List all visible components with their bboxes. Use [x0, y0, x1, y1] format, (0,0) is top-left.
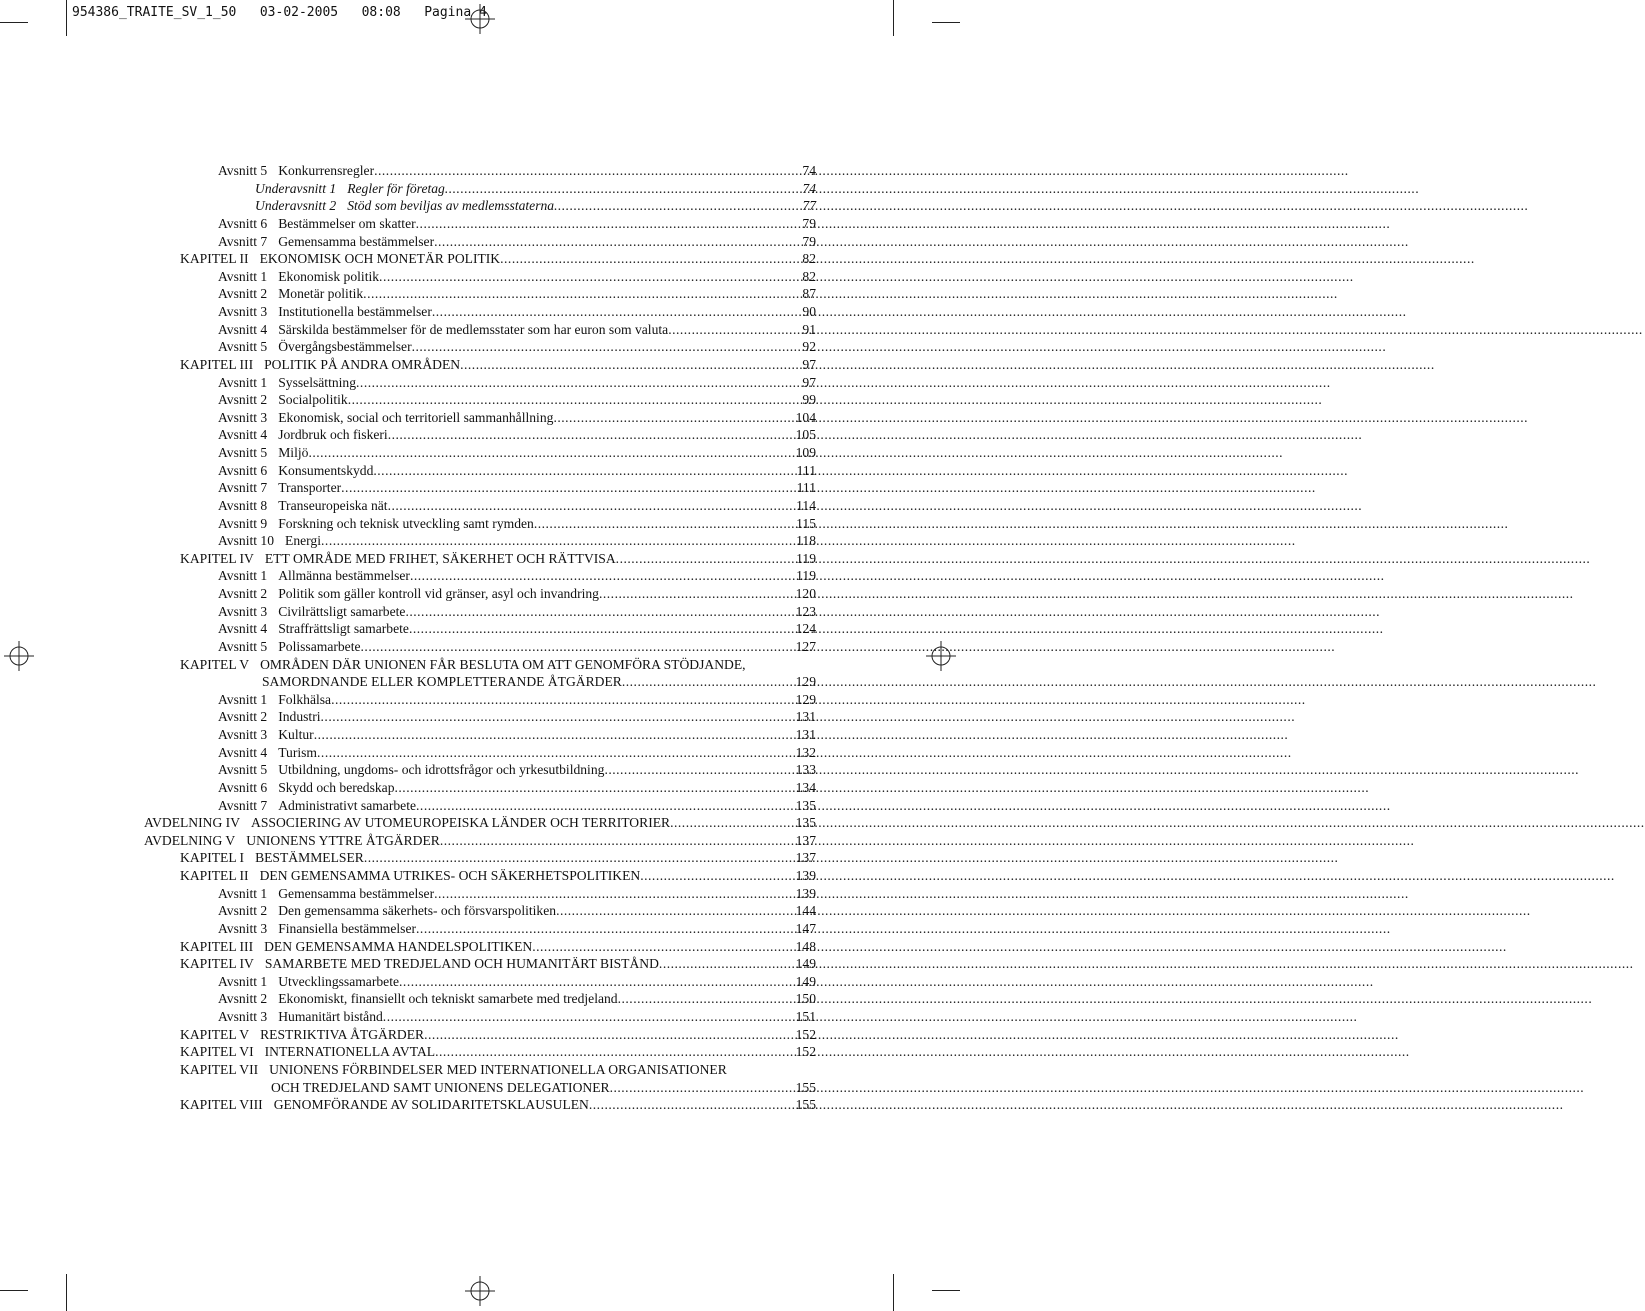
toc-entry-title: EKONOMISK OCH MONETÄR POLITIK: [259, 251, 501, 267]
toc-entry-page: 119: [796, 568, 816, 584]
toc-entry-title: Ekonomiskt, finansiellt och tekniskt samarbete med tredjeland: [278, 991, 618, 1007]
crop-mark-bottom-left-v: [66, 1274, 67, 1311]
toc-entry-page: 133: [795, 762, 816, 778]
toc-entry-page: 104: [795, 409, 816, 425]
dot-leader: [534, 515, 780, 533]
toc-entry: [0, 162, 960, 180]
dot-leader: [554, 197, 780, 215]
toc-entry: [0, 532, 960, 550]
dot-leader: [618, 990, 780, 1008]
toc-entry-title: Politik som gäller kontroll vid gränser, asyl och invandring: [278, 586, 599, 601]
dot-leader: [364, 849, 780, 867]
toc-entry-page: 148: [795, 938, 816, 954]
print-slug: 954386_TRAITE_SV_1_50 03-02-2005 08:08 Pagina 4: [72, 5, 487, 20]
dot-leader: [409, 620, 780, 638]
toc-entry-prefix: Avsnitt 2: [218, 586, 268, 601]
toc-entry-page: 119: [796, 550, 816, 566]
toc-entry-prefix: Avsnitt 3: [218, 603, 268, 619]
toc-entry: [0, 638, 960, 656]
toc-entry-title: Civilrättsligt samarbete: [278, 603, 406, 619]
dot-leader: [383, 1008, 780, 1026]
toc-entry-title: Finansiella bestämmelser: [278, 920, 417, 936]
toc-entry-page: 123: [795, 603, 816, 619]
toc-entry: [0, 867, 960, 885]
toc-entry-prefix: KAPITEL I: [180, 850, 245, 866]
toc-entry-prefix: Avsnitt 1: [218, 973, 268, 989]
toc-entry-title: DEN GEMENSAMMA HANDELSPOLITIKEN: [264, 938, 533, 954]
toc-entry-page: 74: [802, 180, 816, 196]
dot-leader: [445, 180, 780, 198]
toc-entry-prefix: Avsnitt 4: [218, 321, 268, 337]
dot-leader: [416, 920, 780, 938]
toc-entry-prefix: Avsnitt 2: [218, 709, 268, 725]
toc-entry: [0, 321, 960, 339]
toc-entry: [0, 1008, 960, 1026]
toc-entry-title: Bestämmelser om skatter: [278, 215, 416, 231]
toc-entry: [0, 515, 960, 533]
toc-entry-title: Kultur: [278, 727, 314, 742]
toc-entry-page: 131: [795, 709, 816, 725]
dot-leader: [435, 1043, 780, 1061]
toc-entry-page: 129: [795, 691, 816, 707]
toc-entry: [0, 444, 960, 462]
toc-entry-page: 124: [795, 621, 816, 637]
toc-entry: [0, 779, 960, 797]
toc-entry-page: 135: [795, 797, 816, 813]
toc-entry-prefix: Avsnitt 8: [218, 497, 268, 513]
toc-entry: [0, 550, 960, 568]
toc-entry-prefix: Avsnitt 4: [218, 621, 268, 637]
crop-mark-top-left-h: [0, 22, 28, 23]
toc-entry-title: SAMARBETE MED TREDJELAND OCH HUMANITÄRT BISTÅND: [264, 956, 659, 972]
dot-leader: [553, 409, 780, 427]
dot-leader: [434, 233, 780, 251]
toc-entry-title: Konkurrensregler: [278, 163, 375, 178]
toc-entry-title: GENOMFÖRANDE AV SOLIDARITETSKLAUSULEN: [273, 1097, 589, 1113]
toc-entry: [0, 797, 960, 815]
dot-leader: [670, 814, 780, 832]
dot-leader: [604, 761, 780, 779]
dot-leader: [361, 638, 780, 656]
registration-mark-bottom-icon: [465, 1276, 495, 1306]
toc-entry-prefix: Avsnitt 6: [218, 215, 268, 231]
toc-entry: [0, 656, 960, 674]
toc-entry-page: 114: [796, 497, 816, 513]
toc-entry-page: 79: [802, 233, 816, 249]
toc-entry-title: Forskning och teknisk utveckling samt rymden: [278, 515, 534, 531]
dot-leader: [640, 867, 780, 885]
toc-entry-title: Turism: [278, 744, 318, 760]
toc-entry-prefix: Avsnitt 7: [218, 797, 268, 813]
toc-entry-title: Utvecklingssamarbete: [278, 973, 400, 989]
toc-entry: [0, 1096, 960, 1114]
dot-leader: [379, 268, 780, 286]
toc-entry: [0, 708, 960, 726]
dot-leader: [434, 885, 780, 903]
toc-entry-title: Utbildning, ungdoms- och idrottsfrågor och yrkesutbildning: [278, 762, 605, 778]
toc-entry-page: 155: [795, 1097, 816, 1113]
toc-entry-page: 150: [795, 991, 816, 1007]
dot-leader: [440, 832, 780, 850]
toc-entry-prefix: Avsnitt 1: [218, 568, 268, 584]
crop-mark-top-right-h: [932, 22, 960, 23]
toc-entry-title: Den gemensamma säkerhets- och försvarspolitiken: [278, 903, 557, 919]
toc-entry-page: 151: [795, 1009, 816, 1024]
dot-leader: [341, 479, 780, 497]
toc-entry-prefix: KAPITEL V: [180, 1026, 250, 1042]
toc-entry-title: Allmänna bestämmelser: [278, 568, 410, 584]
toc-entry-title: Övergångsbestämmelser: [278, 339, 412, 355]
toc-entry-title: Energi: [285, 533, 322, 549]
toc-entry-page: 144: [795, 903, 816, 919]
dot-leader: [599, 585, 780, 603]
toc-entry-prefix: Avsnitt 3: [218, 409, 268, 425]
toc-entry-prefix: KAPITEL III: [180, 356, 254, 372]
dot-leader: [388, 497, 780, 515]
toc-entry-prefix: Avsnitt 5: [218, 762, 268, 778]
toc-entry: [0, 374, 960, 392]
toc-entry-title: Gemensamma bestämmelser: [278, 885, 435, 901]
dot-leader: [416, 797, 780, 815]
toc-entry-title: Särskilda bestämmelser för de medlemsstater som har euron som valuta: [278, 321, 669, 337]
dot-leader: [374, 162, 780, 180]
toc-entry-page: 77: [802, 198, 816, 214]
toc-entry: [0, 462, 960, 480]
table-of-contents: [0, 162, 960, 1114]
toc-entry-page: 82: [802, 251, 816, 267]
toc-entry: [0, 761, 960, 779]
toc-entry-prefix: Avsnitt 6: [218, 462, 268, 478]
toc-entry: [0, 197, 960, 215]
toc-entry-prefix: Avsnitt 3: [218, 304, 268, 319]
toc-entry-page: 105: [795, 427, 816, 443]
toc-entry-page: 139: [795, 885, 816, 901]
toc-entry: [0, 497, 960, 515]
dot-leader: [356, 374, 780, 392]
toc-entry: [0, 426, 960, 444]
toc-entry-title: RESTRIKTIVA ÅTGÄRDER: [260, 1026, 425, 1042]
toc-entry-prefix: Avsnitt 5: [218, 638, 268, 654]
dot-leader: [405, 603, 780, 621]
dot-leader: [331, 691, 780, 709]
toc-entry-prefix: KAPITEL IV: [180, 956, 254, 972]
dot-leader: [399, 973, 780, 991]
toc-entry: [0, 920, 960, 938]
dot-leader: [432, 303, 780, 321]
toc-entry-title: Socialpolitik: [278, 392, 348, 408]
toc-entry-page: 111: [796, 480, 816, 496]
toc-entry-title: INTERNATIONELLA AVTAL: [264, 1044, 436, 1060]
toc-entry: [0, 303, 960, 321]
dot-leader: [532, 938, 780, 956]
toc-entry-prefix: Underavsnitt 1: [255, 180, 337, 196]
toc-entry-prefix: KAPITEL II: [180, 251, 249, 267]
toc-entry: [0, 268, 960, 286]
toc-entry-title-continuation: SAMORDNANDE ELLER KOMPLETTERANDE ÅTGÄRDER: [262, 674, 622, 690]
toc-entry: [0, 285, 960, 303]
toc-entry-continuation: [0, 673, 960, 691]
toc-entry: [0, 338, 960, 356]
toc-entry: [0, 990, 960, 1008]
toc-entry: [0, 585, 960, 603]
toc-entry-title: DEN GEMENSAMMA UTRIKES- OCH SÄKERHETSPOLITIKEN: [259, 868, 641, 883]
dot-leader: [616, 550, 780, 568]
dot-leader: [363, 285, 780, 303]
toc-entry-page: 92: [802, 339, 816, 355]
toc-entry-title: Straffrättsligt samarbete: [278, 621, 409, 637]
toc-entry-page: 99: [802, 392, 816, 408]
toc-entry-title: Konsumentskydd: [278, 462, 374, 478]
toc-entry-title: OMRÅDEN DÄR UNIONEN FÅR BESLUTA OM ATT GENOMFÖRA STÖDJANDE,: [260, 656, 746, 672]
toc-entry-title: Jordbruk och fiskeri: [278, 427, 388, 443]
dot-leader: [412, 338, 780, 356]
toc-entry-prefix: Avsnitt 4: [218, 744, 268, 760]
toc-entry-prefix: Avsnitt 1: [218, 268, 268, 284]
toc-entry-prefix: KAPITEL VII: [180, 1061, 259, 1077]
dot-leader: [348, 391, 780, 409]
toc-entry-title: BESTÄMMELSER: [255, 850, 364, 866]
dot-leader: [388, 426, 780, 444]
toc-entry-title: Monetär politik: [278, 286, 364, 302]
toc-entry-page: 111: [796, 462, 816, 478]
toc-entry-title: Ekonomisk politik: [278, 268, 380, 284]
toc-entry-title: UNIONENS YTTRE ÅTGÄRDER: [246, 832, 440, 848]
toc-entry-prefix: Avsnitt 1: [218, 691, 268, 707]
toc-entry-prefix: Avsnitt 6: [218, 779, 268, 795]
toc-entry-prefix: KAPITEL III: [180, 938, 254, 954]
toc-entry: [0, 938, 960, 956]
toc-entry-prefix: Avsnitt 5: [218, 445, 268, 460]
dot-leader: [321, 708, 780, 726]
toc-entry-title: Industri: [278, 709, 321, 725]
toc-entry: [0, 691, 960, 709]
crop-mark-bottom-right-h: [932, 1290, 960, 1291]
toc-entry-prefix: AVDELNING V: [144, 832, 236, 848]
toc-entry: [0, 567, 960, 585]
toc-entry: [0, 620, 960, 638]
toc-entry-title: Gemensamma bestämmelser: [278, 233, 435, 249]
dot-leader: [659, 955, 780, 973]
toc-entry-prefix: Avsnitt 5: [218, 339, 268, 355]
toc-entry-page: 97: [802, 356, 816, 372]
dot-leader: [410, 567, 780, 585]
toc-entry-prefix: Avsnitt 3: [218, 920, 268, 936]
dot-leader: [321, 532, 780, 550]
toc-entry-page: 147: [795, 920, 816, 936]
toc-entry-title: Miljö: [278, 445, 309, 460]
toc-entry-prefix: Avsnitt 4: [218, 427, 268, 443]
toc-entry-prefix: KAPITEL VI: [180, 1044, 254, 1060]
toc-entry-page: 155: [795, 1079, 816, 1095]
toc-entry-prefix: Avsnitt 2: [218, 903, 268, 919]
dot-leader: [317, 744, 780, 762]
dot-leader: [395, 779, 781, 797]
toc-entry: [0, 603, 960, 621]
toc-entry-title: Institutionella bestämmelser: [278, 304, 432, 319]
toc-entry-title: Humanitärt bistånd: [278, 1009, 383, 1024]
crop-mark-bottom-right-v: [893, 1274, 894, 1311]
toc-entry-title: Regler för företag: [347, 180, 445, 196]
toc-entry: [0, 885, 960, 903]
toc-entry-prefix: Avsnitt 2: [218, 286, 268, 302]
crop-mark-bottom-left-h: [0, 1290, 28, 1291]
toc-entry-page: 87: [802, 286, 816, 302]
dot-leader: [589, 1096, 780, 1114]
toc-entry-title: Transporter: [278, 480, 342, 496]
dot-leader: [556, 902, 780, 920]
toc-entry-page: 137: [795, 832, 816, 848]
toc-entry-page: 149: [795, 956, 816, 972]
toc-entry: [0, 215, 960, 233]
registration-mark-top-icon: [465, 4, 495, 34]
crop-mark-top-left-v: [66, 0, 67, 36]
crop-mark-top-right-v: [893, 0, 894, 36]
toc-entry: [0, 409, 960, 427]
toc-entry-page: 109: [795, 445, 816, 460]
toc-entry-prefix: Avsnitt 7: [218, 233, 268, 249]
toc-entry-page: 97: [802, 374, 816, 390]
toc-entry-prefix: KAPITEL II: [180, 868, 249, 883]
toc-entry-prefix: Avsnitt 3: [218, 727, 268, 742]
toc-entry-page: 82: [802, 268, 816, 284]
toc-entry-continuation: [0, 1079, 960, 1097]
toc-entry-page: 90: [802, 304, 816, 319]
toc-entry-prefix: Avsnitt 7: [218, 480, 268, 496]
toc-entry-page: 152: [795, 1026, 816, 1042]
toc-entry: [0, 744, 960, 762]
toc-entry: [0, 814, 960, 832]
toc-entry-title: ETT OMRÅDE MED FRIHET, SÄKERHET OCH RÄTTVISA: [264, 550, 616, 566]
toc-entry-page: 79: [802, 215, 816, 231]
toc-entry-prefix: Avsnitt 1: [218, 374, 268, 390]
dot-leader: [424, 1026, 780, 1044]
toc-entry: [0, 250, 960, 268]
toc-entry-prefix: Underavsnitt 2: [255, 198, 337, 214]
toc-entry-page: 118: [796, 533, 816, 549]
toc-entry-prefix: KAPITEL IV: [180, 550, 254, 566]
dot-leader: [416, 215, 780, 233]
toc-entry-page: 120: [795, 586, 816, 601]
toc-entry-prefix: Avsnitt 5: [218, 163, 268, 178]
toc-entry-title: POLITIK PÅ ANDRA OMRÅDEN: [264, 356, 461, 372]
toc-entry-prefix: AVDELNING IV: [144, 815, 241, 831]
toc-entry-prefix: Avsnitt 2: [218, 392, 268, 408]
toc-entry-page: 131: [795, 727, 816, 742]
toc-entry-prefix: Avsnitt 1: [218, 885, 268, 901]
toc-entry-page: 132: [795, 744, 816, 760]
toc-entry-page: 127: [795, 638, 816, 654]
dot-leader: [314, 726, 780, 744]
toc-entry-title: Folkhälsa: [278, 691, 332, 707]
toc-entry-page: 134: [795, 779, 816, 795]
toc-entry: [0, 849, 960, 867]
dot-leader: [373, 462, 780, 480]
toc-entry-prefix: Avsnitt 3: [218, 1009, 268, 1024]
toc-entry: [0, 356, 960, 374]
toc-entry: [0, 233, 960, 251]
dot-leader: [460, 356, 780, 374]
toc-entry: [0, 1026, 960, 1044]
toc-entry-title: Polissamarbete: [278, 638, 361, 654]
toc-entry-prefix: Avsnitt 2: [218, 991, 268, 1007]
toc-entry: [0, 391, 960, 409]
toc-entry-prefix: Avsnitt 9: [218, 515, 268, 531]
toc-entry-page: 135: [795, 815, 816, 831]
toc-entry-page: 152: [795, 1044, 816, 1060]
toc-entry-title: Skydd och beredskap: [278, 779, 395, 795]
toc-entry-title-continuation: OCH TREDJELAND SAMT UNIONENS DELEGATIONER: [271, 1079, 610, 1095]
dot-leader: [308, 444, 780, 462]
toc-entry-title: Transeuropeiska nät: [278, 497, 388, 513]
toc-entry: [0, 479, 960, 497]
toc-entry: [0, 973, 960, 991]
toc-entry-page: 74: [802, 163, 816, 178]
toc-entry-page: 129: [795, 674, 816, 690]
toc-entry-page: 91: [802, 321, 816, 337]
toc-entry: [0, 726, 960, 744]
dot-leader: [622, 673, 780, 691]
toc-entry-page: 149: [795, 973, 816, 989]
toc-entry: [0, 180, 960, 198]
dot-leader: [500, 250, 780, 268]
toc-entry-title: Administrativt samarbete: [278, 797, 417, 813]
toc-entry-page: 139: [795, 868, 816, 883]
dot-leader: [668, 321, 780, 339]
toc-entry-title: Stöd som beviljas av medlemsstaterna: [347, 198, 555, 214]
toc-entry: [0, 955, 960, 973]
toc-entry-title: ASSOCIERING AV UTOMEUROPEISKA LÄNDER OCH TERRITORIER: [251, 815, 671, 831]
toc-entry-title: UNIONENS FÖRBINDELSER MED INTERNATIONELLA ORGANISATIONER: [269, 1061, 727, 1077]
toc-entry: [0, 902, 960, 920]
toc-entry-title: Ekonomisk, social och territoriell sammanhållning: [278, 409, 554, 425]
toc-entry-prefix: KAPITEL V: [180, 656, 250, 672]
toc-entry-page: 137: [795, 850, 816, 866]
toc-entry: [0, 832, 960, 850]
toc-entry-page: 115: [796, 515, 816, 531]
toc-entry-title: Sysselsättning: [278, 374, 357, 390]
toc-entry: [0, 1043, 960, 1061]
dot-leader: [610, 1079, 780, 1097]
toc-entry-prefix: KAPITEL VIII: [180, 1097, 263, 1113]
toc-entry: [0, 1061, 960, 1079]
toc-entry-prefix: Avsnitt 10: [218, 533, 275, 549]
